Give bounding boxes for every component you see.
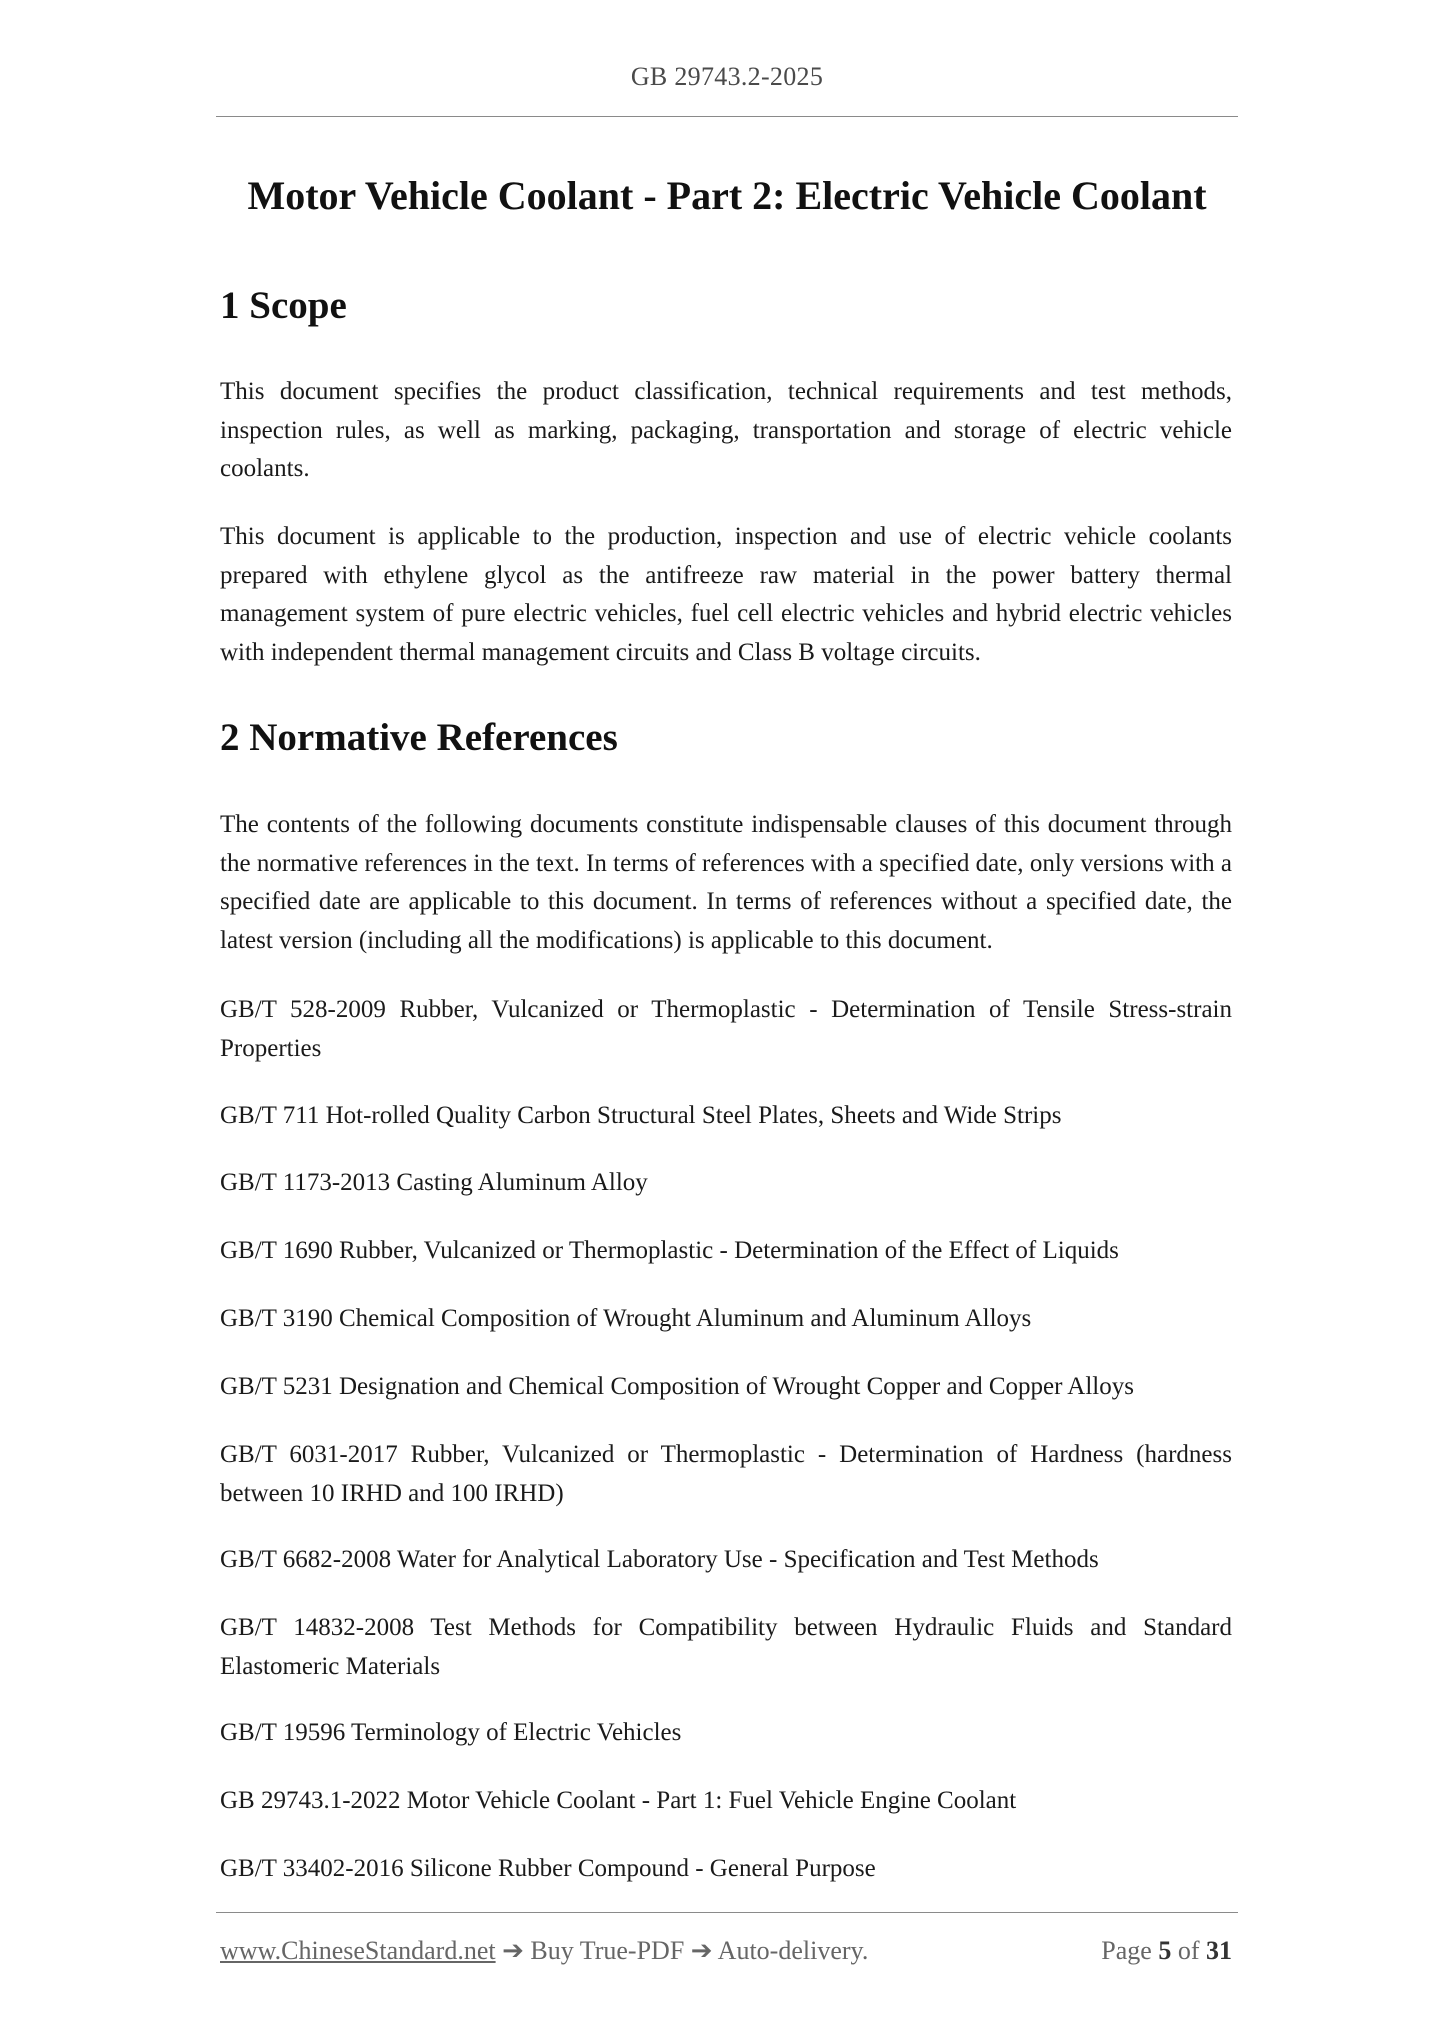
reference-item: GB/T 1173-2013 Casting Aluminum Alloy — [220, 1169, 648, 1196]
buy-true-pdf-text: Buy True-PDF — [530, 1936, 685, 1965]
header-divider — [216, 116, 1238, 117]
section-heading-scope: 1 Scope — [220, 284, 347, 327]
section-heading-normative-references: 2 Normative References — [220, 716, 618, 759]
site-link[interactable]: www.ChineseStandard.net — [220, 1936, 496, 1965]
reference-item: GB/T 5231 Designation and Chemical Composition of Wrought Copper and Copper Alloys — [220, 1373, 1134, 1400]
footer-purchase-line — [220, 1936, 868, 1966]
scope-paragraph-1: This document specifies the product classification, technical requirements and test methods, inspection rules, as well as marking, packaging, transportation and storage of electric vehicle coolants. — [220, 378, 1232, 482]
reference-item: GB/T 14832-2008 Test Methods for Compatibility between Hydraulic Fluids and Standard Elastomeric Materials — [220, 1614, 1232, 1680]
reference-item: GB/T 528-2009 Rubber, Vulcanized or Thermoplastic - Determination of Tensile Stress-strain Properties — [220, 996, 1232, 1062]
reference-item: GB/T 19596 Terminology of Electric Vehicles — [220, 1719, 682, 1746]
running-header: GB 29743.2-2025 — [630, 62, 824, 91]
reference-item: GB 29743.1-2022 Motor Vehicle Coolant - Part 1: Fuel Vehicle Engine Coolant — [220, 1787, 1017, 1814]
of-label: of — [1177, 1936, 1200, 1965]
arrow-right-icon: ➔ — [502, 1936, 524, 1965]
reference-item: GB/T 711 Hot-rolled Quality Carbon Structural Steel Plates, Sheets and Wide Strips — [220, 1102, 1062, 1129]
reference-item: GB/T 6682-2008 Water for Analytical Laboratory Use - Specification and Test Methods — [220, 1546, 1099, 1573]
auto-delivery-text: Auto-delivery. — [717, 1936, 869, 1965]
arrow-right-icon: ➔ — [690, 1936, 713, 1965]
reference-item: GB/T 6031-2017 Rubber, Vulcanized or Thermoplastic - Determination of Hardness (hardness between 10 IRHD and 100 IRHD) — [220, 1441, 1232, 1507]
reference-item: GB/T 3190 Chemical Composition of Wrought Aluminum and Aluminum Alloys — [220, 1305, 1032, 1332]
reference-item: GB/T 1690 Rubber, Vulcanized or Thermoplastic - Determination of the Effect of Liquids — [220, 1237, 1119, 1264]
current-page-number: 5 — [1158, 1936, 1172, 1965]
total-pages-number: 31 — [1206, 1936, 1232, 1965]
page-counter — [1101, 1936, 1232, 1966]
reference-item: GB/T 33402-2016 Silicone Rubber Compound - General Purpose — [220, 1855, 876, 1882]
page-label: Page — [1101, 1936, 1152, 1965]
scope-paragraph-2: This document is applicable to the production, inspection and use of electric vehicle coolants prepared with ethylene glycol as the antifreeze raw material in the power battery thermal management system of pure electric vehicles, fuel cell electric vehicles and hybrid electric vehicles with independent thermal management circuits and Class B voltage circuits. — [220, 523, 1232, 666]
document-title: Motor Vehicle Coolant - Part 2: Electric Vehicle Coolant — [247, 173, 1207, 218]
footer-divider — [216, 1912, 1238, 1913]
normative-intro-paragraph: The contents of the following documents constitute indispensable clauses of this document through the normative references in the text. In terms of references with a specified date, only versions with a specified date are applicable to this document. In terms of references without a specified date, the latest version (including all the modifications) is applicable to this document. — [220, 811, 1232, 954]
